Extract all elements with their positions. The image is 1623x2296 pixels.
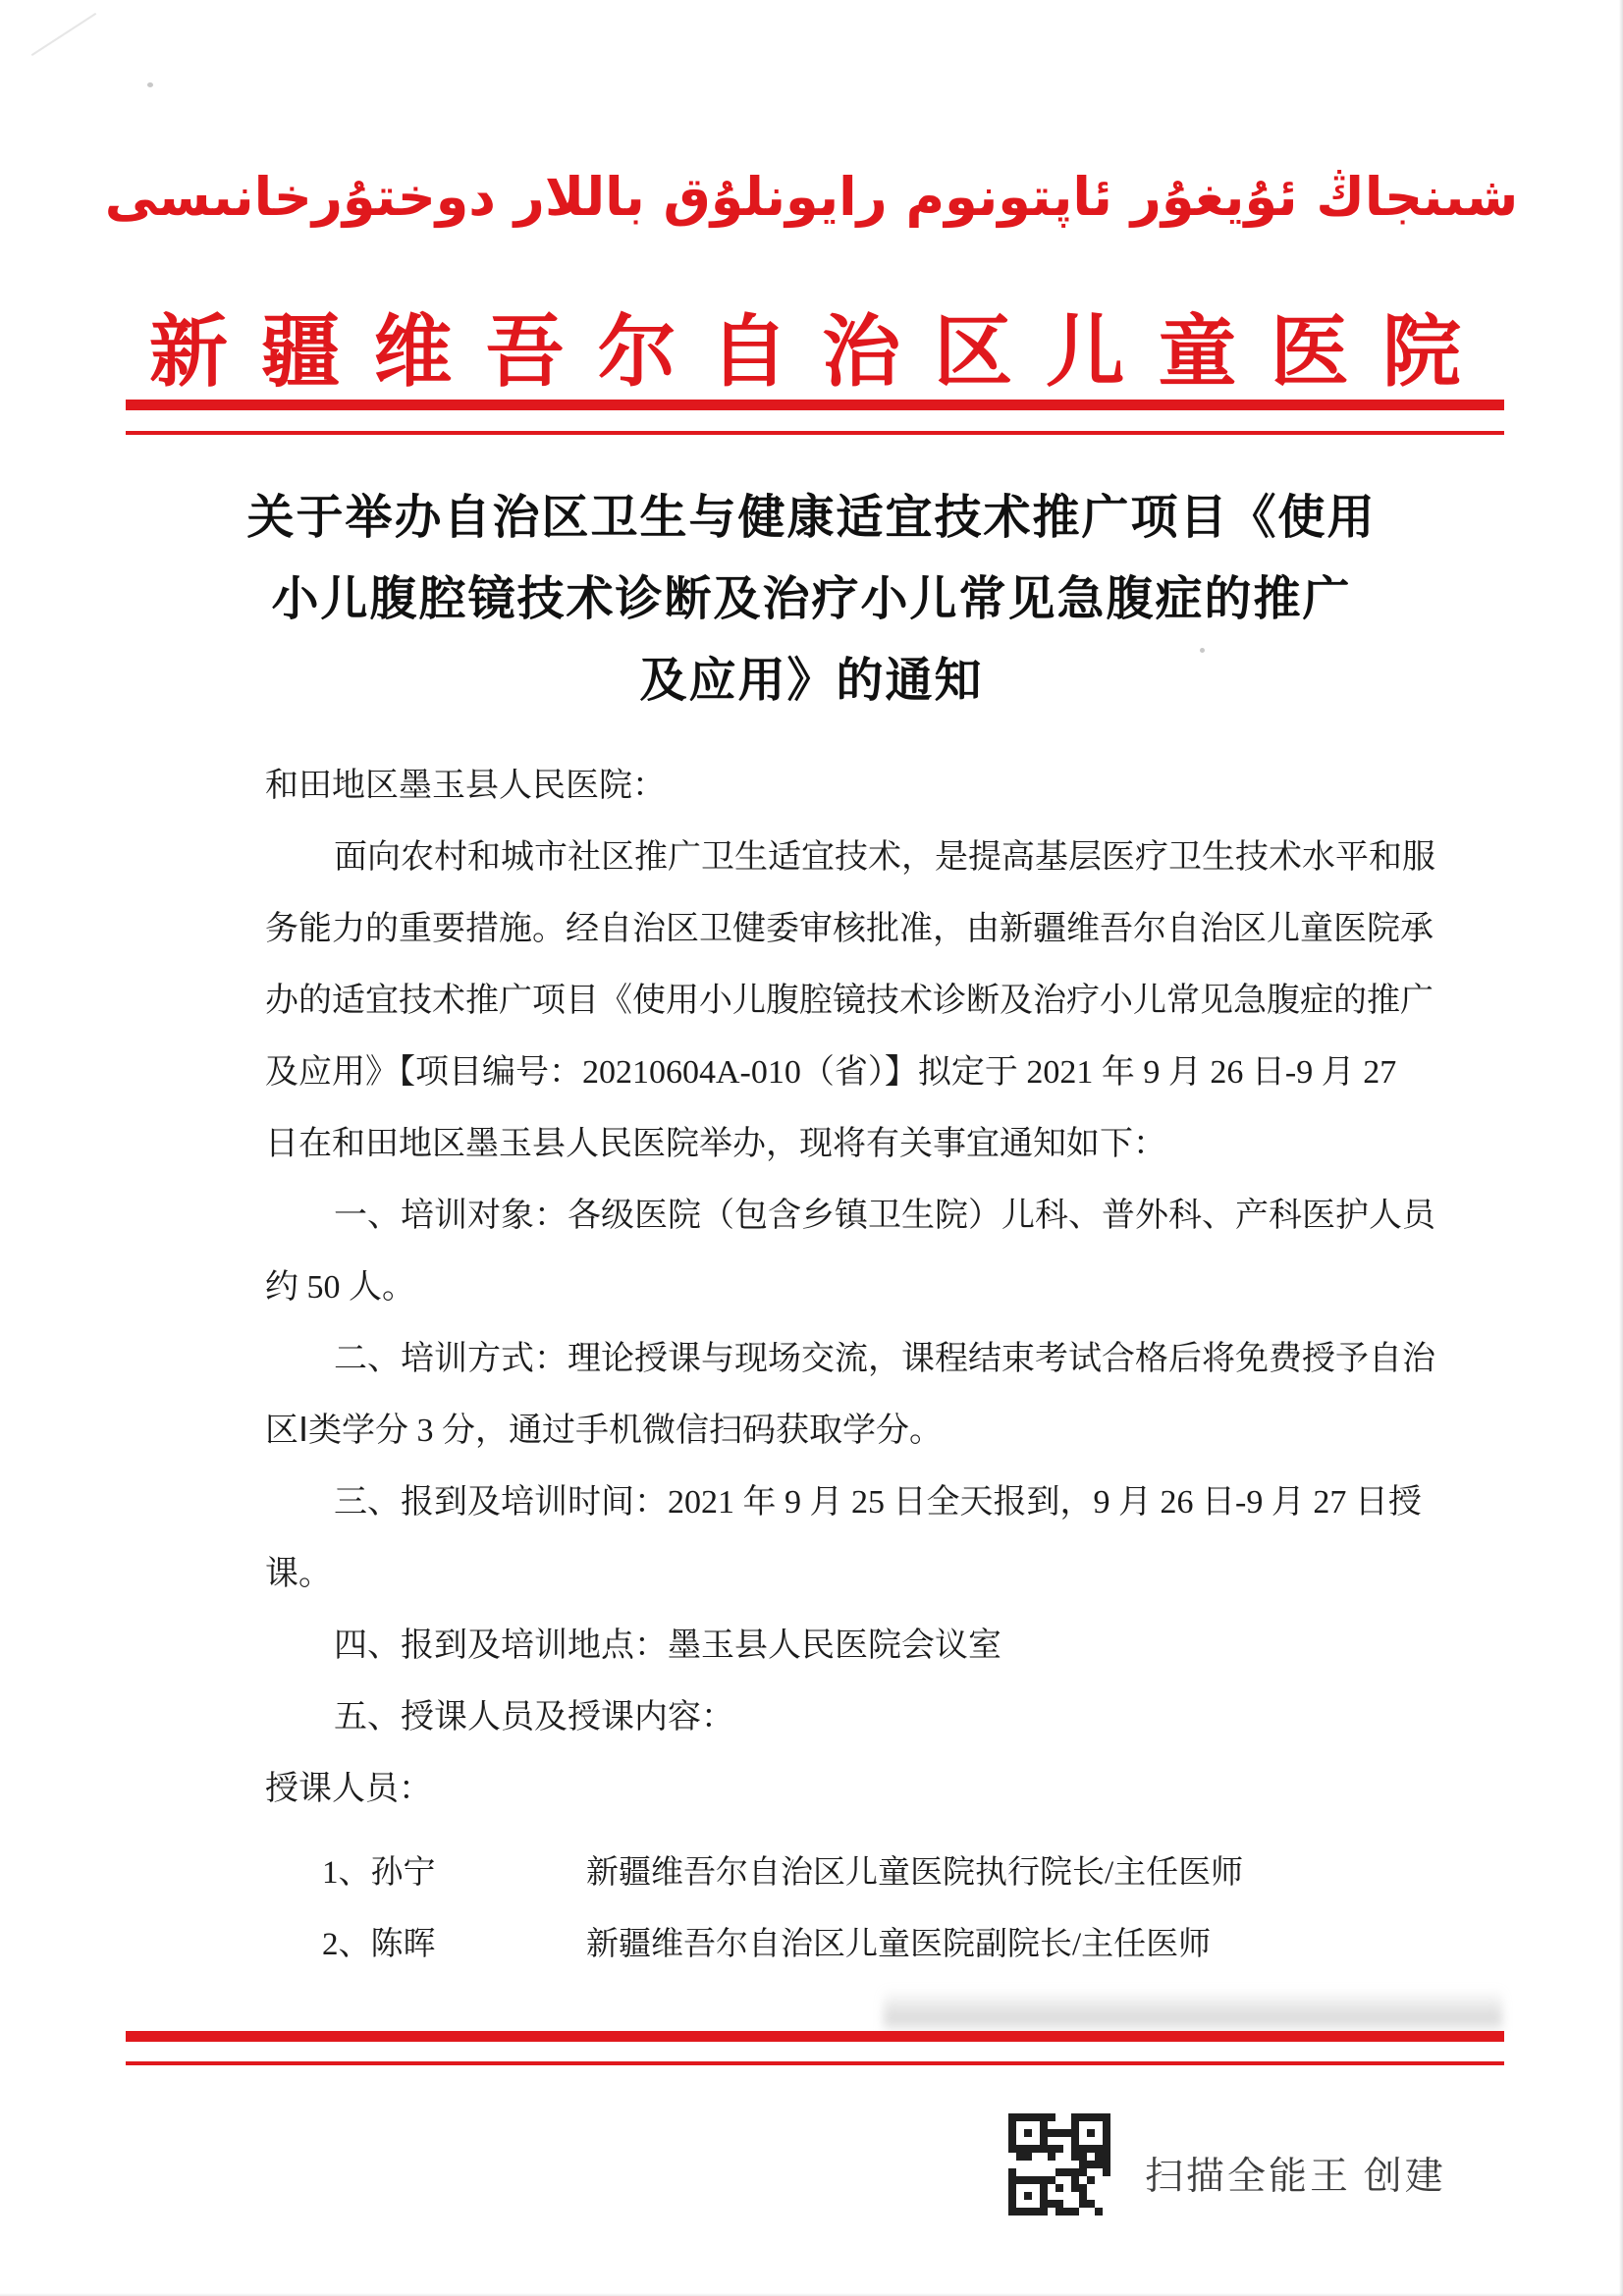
hospital-name-char: 区 — [934, 310, 1013, 397]
hospital-name-char: 吾 — [485, 310, 565, 397]
qr-code-svg — [1008, 2113, 1110, 2216]
body-line: 务能力的重要措施。经自治区卫健委审核批准，由新疆维吾尔自治区儿童医院承 — [265, 911, 1434, 947]
body-line: 及应用》【项目编号：20210604A-010（省）】拟定于 2021 年 9 月 26 日-9 月 27 — [265, 1054, 1397, 1091]
body-line: 约 50 人。 — [265, 1269, 415, 1306]
hospital-name-char: 儿 — [1046, 310, 1125, 397]
hospital-name-char: 自 — [709, 310, 788, 397]
body-line: 一、培训对象：各级医院（包含乡镇卫生院）儿科、普外科、产科医护人员 — [334, 1198, 1435, 1234]
uyghur-hospital-title: شىنجاڭ ئۇيغۇر ئاپتونوم رايونلۇق باللار دوختۇرخانىسى — [104, 166, 1519, 228]
notice-title-line-3: 及应用》的通知 — [639, 655, 984, 707]
scan-corner-streak — [31, 13, 97, 56]
footer-rule-thin — [126, 2061, 1504, 2065]
notice-title-line-1: 关于举办自治区卫生与健康适宜技术推广项目《使用 — [246, 492, 1377, 544]
lecturer-row — [322, 1838, 1505, 1909]
body-line: 四、报到及培训地点：墨玉县人民医院会议室 — [334, 1628, 1001, 1664]
lecturer-rows — [322, 1838, 1505, 1981]
body-line: 和田地区墨玉县人民医院： — [265, 768, 666, 804]
body-lines — [265, 750, 1505, 1825]
hospital-name-char: 医 — [1270, 310, 1349, 397]
lecturer-title: 新疆维吾尔自治区儿童医院副院长/主任医师 — [586, 1927, 1212, 1962]
footer-rule-thick — [126, 2031, 1504, 2042]
body-line: 日在和田地区墨玉县人民医院举办，现将有关事宜通知如下： — [265, 1126, 1166, 1162]
body-line: 二、培训方式：理论授课与现场交流，课程结束考试合格后将免费授予自治 — [334, 1341, 1435, 1377]
hospital-name-char: 维 — [373, 310, 453, 397]
hospital-name-char: 童 — [1158, 310, 1237, 397]
scan-edge-right — [1619, 0, 1623, 2296]
lecturer-name: 1、孙宁 — [322, 1855, 436, 1891]
hospital-name-char: 尔 — [597, 310, 676, 397]
body-line: 课。 — [265, 1556, 332, 1592]
body-line: 办的适宜技术推广项目《使用小儿腹腔镜技术诊断及治疗小儿常见急腹症的推广 — [265, 983, 1434, 1019]
body-line: 授课人员： — [265, 1771, 432, 1807]
body-line: 面向农村和城市社区推广卫生适宜技术，是提高基层医疗卫生技术水平和服 — [334, 839, 1435, 876]
hospital-name-char: 院 — [1381, 310, 1461, 397]
header-rule-thick — [126, 400, 1504, 410]
hospital-name-char: 治 — [822, 310, 901, 397]
notice-title — [0, 477, 1623, 721]
hospital-name-char: 疆 — [261, 310, 341, 397]
body-line: 三、报到及培训时间：2021 年 9 月 25 日全天报到，9 月 26 日-9 月 27 日授 — [334, 1484, 1422, 1521]
hospital-name-chinese — [149, 289, 1461, 401]
scan-speck — [147, 82, 153, 87]
notice-title-line-2: 小儿腹腔镜技术诊断及治疗小儿常见急腹症的推广 — [271, 573, 1352, 625]
header-rule-thin — [126, 431, 1504, 435]
lecturer-name: 2、陈晖 — [322, 1927, 436, 1962]
body-line: 区Ⅰ类学分 3 分，通过手机微信扫码获取学分。 — [265, 1413, 944, 1449]
lecturer-row — [322, 1909, 1505, 1981]
lecturer-title: 新疆维吾尔自治区儿童医院执行院长/主任医师 — [586, 1855, 1244, 1891]
qr-code — [1003, 2109, 1115, 2220]
camscanner-watermark: 扫描全能王 创建 — [1145, 2156, 1446, 2198]
scan-smudge — [884, 1989, 1502, 2032]
body-line: 五、授课人员及授课内容： — [334, 1699, 734, 1735]
hospital-name-char: 新 — [149, 310, 228, 397]
